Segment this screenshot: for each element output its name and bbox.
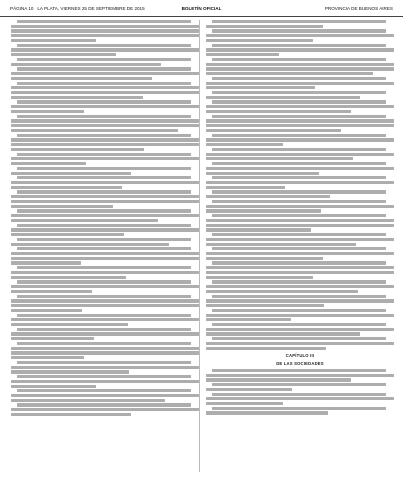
text-line: [17, 190, 191, 193]
text-line: [17, 224, 191, 227]
text-line: [11, 29, 199, 32]
paragraph: [206, 91, 394, 99]
text-line: [11, 351, 199, 354]
paragraph: [206, 148, 394, 161]
text-line: [11, 143, 199, 146]
text-line: [206, 332, 360, 335]
left-column: [11, 20, 199, 472]
text-line: [11, 48, 199, 51]
text-line: [11, 299, 199, 302]
text-line: [11, 228, 199, 231]
text-line: [11, 285, 199, 288]
paragraph: [11, 295, 199, 312]
paragraph: [206, 115, 394, 132]
text-line: [17, 134, 191, 137]
text-line: [11, 366, 199, 369]
text-line: [11, 138, 199, 141]
text-line: [17, 67, 191, 70]
paragraph: [11, 328, 199, 341]
text-line: [206, 124, 394, 127]
text-line: [11, 105, 199, 108]
text-line: [11, 157, 199, 160]
text-line: [206, 299, 394, 302]
paragraph: [11, 20, 199, 42]
text-line: [212, 393, 386, 396]
paragraph: [11, 134, 199, 151]
chapter-heading: DE LAS SOCIEDADES: [276, 360, 324, 366]
text-line: [206, 186, 285, 189]
paragraph: [206, 309, 394, 322]
text-line: [212, 176, 386, 179]
paragraph: [206, 280, 394, 293]
text-line: [11, 323, 128, 326]
page-header: [0, 0, 403, 17]
text-line: [11, 380, 199, 383]
text-line: [206, 119, 394, 122]
paragraph: [11, 176, 199, 189]
text-line: [11, 186, 122, 189]
text-line: [11, 119, 199, 122]
text-line: [212, 309, 386, 312]
chapter-heading: CAPÍTULO III: [285, 352, 315, 358]
text-line: [17, 20, 191, 23]
text-line: [212, 134, 386, 137]
paragraph: [206, 233, 394, 246]
text-line: [17, 167, 191, 170]
text-line: [206, 39, 313, 42]
text-line: [212, 247, 386, 250]
text-line: [17, 375, 191, 378]
header-right: PROVINCIA DE BUENOS AIRES: [324, 6, 393, 11]
text-line: [11, 91, 199, 94]
text-line: [11, 413, 131, 416]
paragraph: [11, 58, 199, 66]
text-line: [11, 276, 126, 279]
text-line: [17, 58, 191, 61]
text-line: [212, 58, 386, 61]
text-line: [206, 96, 360, 99]
text-line: [212, 115, 386, 118]
paragraph: [206, 200, 394, 213]
paragraph: [206, 369, 394, 382]
paragraph: [206, 383, 394, 391]
paragraph: [11, 403, 199, 416]
paragraph: [11, 280, 199, 293]
text-line: [11, 96, 143, 99]
text-line: [212, 233, 386, 236]
text-line: [11, 257, 199, 260]
right-column: [206, 20, 394, 472]
text-line: [206, 143, 283, 146]
text-line: [206, 153, 394, 156]
text-line: [206, 34, 394, 37]
text-line: [212, 295, 386, 298]
text-line: [206, 63, 394, 66]
text-line: [206, 411, 328, 414]
text-line: [11, 347, 199, 350]
text-line: [11, 200, 199, 203]
text-line: [212, 77, 386, 80]
paragraph: [206, 214, 394, 231]
text-line: [212, 407, 386, 410]
column-divider: [199, 20, 200, 472]
text-line: [206, 388, 292, 391]
paragraph: [206, 162, 394, 175]
text-line: [11, 304, 199, 307]
text-line: [206, 157, 353, 160]
text-line: [11, 337, 94, 340]
text-line: [206, 238, 394, 241]
text-line: [11, 233, 124, 236]
text-line: [11, 399, 165, 402]
text-line: [17, 115, 191, 118]
text-line: [11, 243, 169, 246]
paragraph: [206, 20, 394, 28]
paragraph: [206, 337, 394, 350]
text-line: [206, 402, 283, 405]
paragraph: [11, 100, 199, 113]
text-line: [206, 138, 394, 141]
publication-date: LA PLATA, VIERNES 25 DE SEPTIEMBRE DE 2015: [37, 6, 145, 11]
text-line: [212, 100, 386, 103]
text-line: [206, 53, 279, 56]
text-line: [206, 195, 330, 198]
text-line: [17, 153, 191, 156]
text-line: [11, 332, 199, 335]
text-line: [11, 25, 199, 28]
text-line: [17, 238, 191, 241]
text-line: [206, 110, 351, 113]
text-line: [212, 214, 386, 217]
text-line: [212, 44, 386, 47]
header-center: BOLETÍN OFICIAL: [181, 6, 222, 11]
text-line: [206, 205, 394, 208]
text-line: [206, 304, 324, 307]
text-line: [17, 247, 191, 250]
paragraph: [206, 407, 394, 415]
text-line: [17, 209, 191, 212]
text-line: [11, 181, 199, 184]
paragraph: [11, 115, 199, 132]
paragraph: [206, 323, 394, 336]
text-line: [17, 314, 191, 317]
text-line: [206, 67, 394, 70]
text-line: [206, 276, 313, 279]
text-line: [11, 63, 161, 66]
text-line: [206, 374, 394, 377]
paragraph: [11, 342, 199, 359]
text-line: [11, 271, 199, 274]
text-line: [206, 290, 358, 293]
paragraph: [11, 266, 199, 279]
text-line: [11, 86, 199, 89]
text-line: [17, 100, 191, 103]
paragraph: [11, 224, 199, 237]
text-line: [206, 86, 315, 89]
text-line: [11, 195, 199, 198]
text-line: [11, 124, 199, 127]
paragraph: [206, 261, 394, 278]
text-line: [17, 176, 191, 179]
text-line: [11, 34, 199, 37]
paragraph: [206, 393, 394, 406]
paragraph: [206, 190, 394, 198]
paragraph: [206, 58, 394, 75]
text-line: [11, 356, 84, 359]
text-line: [212, 280, 386, 283]
text-line: [11, 129, 178, 132]
text-line: [212, 200, 386, 203]
text-line: [11, 205, 113, 208]
text-line: [17, 44, 191, 47]
paragraph: [11, 153, 199, 166]
text-line: [11, 385, 96, 388]
paragraph: [206, 100, 394, 113]
text-line: [17, 403, 191, 406]
text-line: [206, 181, 394, 184]
text-line: [206, 397, 394, 400]
text-line: [206, 129, 341, 132]
text-line: [11, 290, 92, 293]
text-line: [11, 370, 129, 373]
text-line: [11, 309, 82, 312]
text-line: [206, 243, 356, 246]
text-line: [11, 77, 152, 80]
paragraph: [11, 375, 199, 388]
text-line: [206, 209, 321, 212]
text-line: [206, 167, 394, 170]
paragraph: [11, 44, 199, 57]
text-line: [17, 280, 191, 283]
text-line: [212, 383, 386, 386]
text-line: [11, 110, 84, 113]
paragraph: [11, 209, 199, 222]
paragraph: [206, 29, 394, 42]
paragraph: [206, 77, 394, 90]
paragraph: [206, 176, 394, 189]
text-line: [212, 29, 386, 32]
paragraph: [206, 44, 394, 57]
paragraph: [11, 361, 199, 374]
paragraph: [206, 247, 394, 260]
text-line: [17, 82, 191, 85]
text-line: [11, 252, 199, 255]
page-number: PÁGINA 10: [10, 6, 34, 11]
text-line: [17, 342, 191, 345]
text-line: [212, 337, 386, 340]
text-line: [17, 295, 191, 298]
text-line: [206, 347, 326, 350]
text-line: [206, 266, 394, 269]
text-line: [206, 72, 373, 75]
text-line: [206, 252, 394, 255]
text-line: [11, 172, 131, 175]
text-line: [212, 369, 386, 372]
text-line: [11, 148, 144, 151]
text-line: [206, 25, 323, 28]
text-line: [212, 261, 386, 264]
text-line: [206, 224, 394, 227]
text-line: [212, 190, 386, 193]
text-line: [17, 389, 191, 392]
text-line: [11, 72, 199, 75]
text-line: [206, 314, 394, 317]
text-line: [206, 257, 323, 260]
text-line: [11, 261, 81, 264]
text-line: [212, 162, 386, 165]
text-line: [17, 361, 191, 364]
text-line: [206, 172, 319, 175]
text-line: [206, 82, 394, 85]
text-line: [11, 39, 96, 42]
text-line: [206, 285, 394, 288]
text-line: [11, 53, 116, 56]
text-line: [212, 323, 386, 326]
paragraph: [11, 238, 199, 246]
text-line: [206, 271, 394, 274]
paragraph: [206, 295, 394, 308]
text-line: [17, 266, 191, 269]
text-line: [206, 219, 394, 222]
text-line: [206, 105, 394, 108]
text-line: [11, 408, 199, 411]
text-line: [212, 20, 386, 23]
text-line: [212, 91, 386, 94]
text-line: [206, 48, 394, 51]
text-line: [11, 394, 199, 397]
text-line: [11, 318, 199, 321]
text-line: [11, 162, 86, 165]
paragraph: [11, 247, 199, 264]
paragraph: [11, 82, 199, 99]
paragraph: [11, 190, 199, 207]
text-line: [206, 228, 311, 231]
paragraph: [11, 314, 199, 327]
text-line: [206, 318, 291, 321]
text-line: [206, 342, 394, 345]
paragraph: [11, 67, 199, 80]
text-line: [212, 148, 386, 151]
paragraph: [11, 167, 199, 175]
text-line: [11, 214, 199, 217]
text-line: [206, 378, 351, 381]
text-line: [206, 328, 394, 331]
paragraph: [11, 389, 199, 402]
paragraph: [206, 134, 394, 147]
text-line: [17, 328, 191, 331]
text-line: [11, 219, 158, 222]
